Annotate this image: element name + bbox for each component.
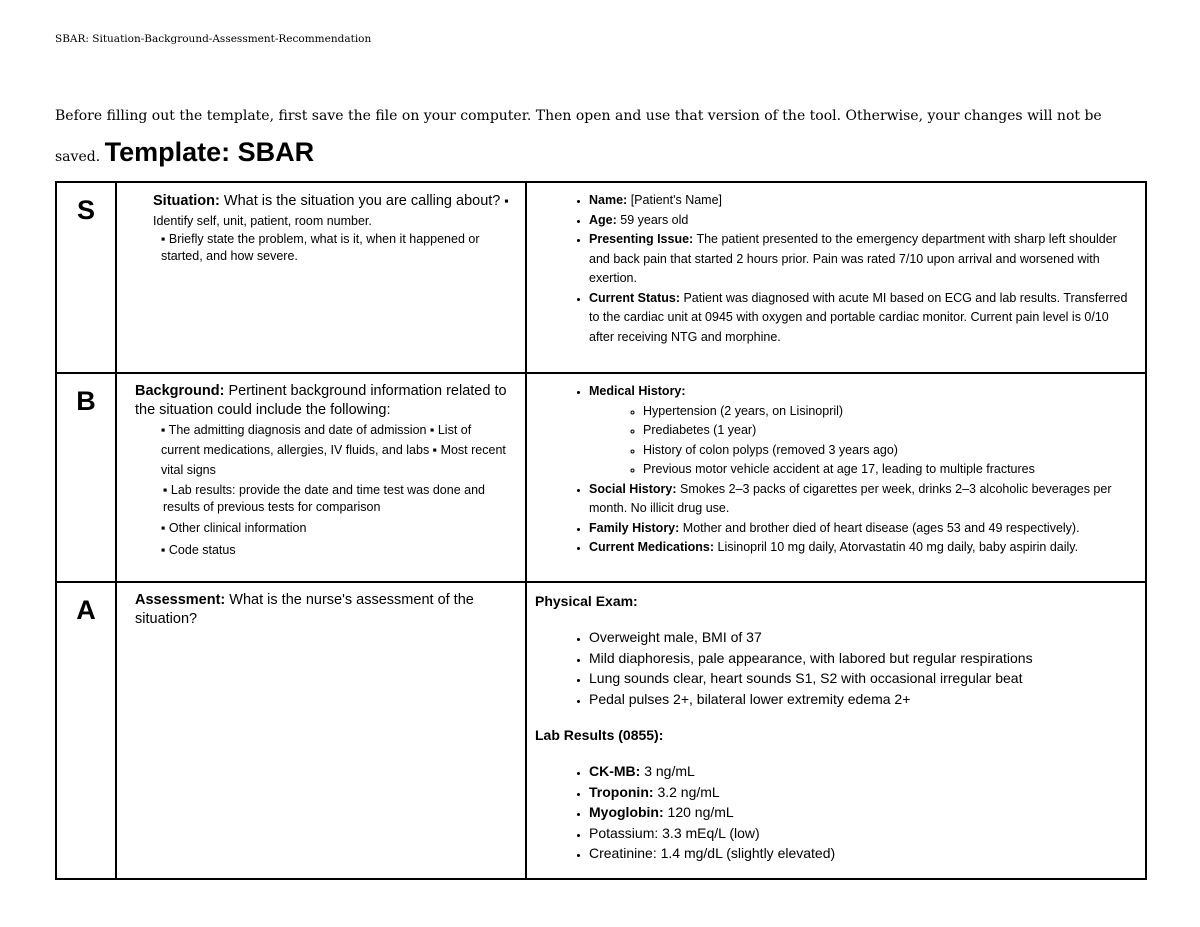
situation-item-name: • Name: [Patient's Name] bbox=[589, 191, 1135, 211]
lab-results-heading: Lab Results (0855): bbox=[535, 727, 664, 743]
situation-question: What is the situation you are calling about? bbox=[223, 193, 501, 209]
physical-exam-item: • Pedal pulses 2+, bilateral lower extremity edema 2+ bbox=[589, 689, 1135, 710]
assessment-prompt-cell bbox=[116, 582, 526, 879]
situation-prompt bbox=[135, 191, 513, 231]
document-header: SBAR: Situation-Background-Assessment-Recommendation bbox=[55, 33, 372, 45]
background-question: Pertinent background information related to the situation could include the following: bbox=[135, 383, 507, 418]
background-guide-1: ▪ The admitting diagnosis and date of admission ▪ List of current medications, allergies, IV fluids, and labs ▪ Most recent vital signs bbox=[161, 423, 506, 477]
row-letter-b: B bbox=[56, 373, 116, 582]
situation-item-current-status: • Current Status: Patient was diagnosed with acute MI based on ECG and lab results. Transferred to the cardiac unit at 0945 with oxygen and portable cardiac monitor. Current pain level is 0/10 after receiving NTG and morphine. bbox=[589, 289, 1135, 348]
lab-item-myoglobin: • Myoglobin: 120 ng/mL bbox=[589, 802, 1135, 823]
row-letter-s: S bbox=[56, 182, 116, 373]
background-guide-4: ▪ Code status bbox=[161, 543, 236, 557]
background-item-medical-history: • Medical History: ◦ Hypertension (2 years, on Lisinopril) ◦ Prediabetes (1 year) ◦ History of colon polyps (removed 3 years ago) ◦ Previous motor vehicle accident at age 17, leading to multiple fractures bbox=[589, 382, 1135, 480]
background-label: Background: bbox=[135, 383, 225, 399]
assessment-label: Assessment: bbox=[135, 592, 226, 608]
assessment-row bbox=[56, 582, 1146, 879]
background-prompt-cell bbox=[116, 373, 526, 582]
physical-exam-item: • Mild diaphoresis, pale appearance, with labored but regular respirations bbox=[589, 648, 1135, 669]
situation-label: Situation: bbox=[153, 193, 220, 209]
medical-history-item: ◦ History of colon polyps (removed 3 years ago) bbox=[643, 441, 1135, 461]
background-guide-3: ▪ Other clinical information bbox=[161, 521, 307, 535]
lab-item-troponin: • Troponin: 3.2 ng/mL bbox=[589, 782, 1135, 803]
background-prompt bbox=[135, 382, 513, 420]
background-item-social-history: • Social History: Smokes 2–3 packs of cigarettes per week, drinks 2–3 alcoholic beverages per month. No illicit drug use. bbox=[589, 480, 1135, 519]
medical-history-item: ◦ Prediabetes (1 year) bbox=[643, 421, 1135, 441]
background-item-family-history: • Family History: Mother and brother died of heart disease (ages 53 and 49 respectively). bbox=[589, 519, 1135, 539]
situation-list bbox=[535, 191, 1135, 347]
situation-item-age: • Age: 59 years old bbox=[589, 211, 1135, 231]
situation-guide-2: ▪ Briefly state the problem, what is it, when it happened or started, and how severe. bbox=[161, 232, 480, 263]
background-content-cell[interactable] bbox=[526, 373, 1146, 582]
intro-paragraph bbox=[55, 98, 1115, 175]
medical-history-item: ◦ Hypertension (2 years, on Lisinopril) bbox=[643, 402, 1135, 422]
physical-exam-list bbox=[535, 627, 1135, 709]
physical-exam-heading: Physical Exam: bbox=[535, 593, 638, 609]
situation-row bbox=[56, 182, 1146, 373]
lab-item-potassium: • Potassium: 3.3 mEq/L (low) bbox=[589, 823, 1135, 844]
background-guide-2: ▪ Lab results: provide the date and time test was done and results of previous tests for comparison bbox=[163, 483, 485, 514]
situation-item-presenting-issue: • Presenting Issue: The patient presented to the emergency department with sharp left shoulder and back pain that started 2 hours prior. Pain was rated 7/10 upon arrival and worsened with exertion. bbox=[589, 230, 1135, 289]
physical-exam-item: • Overweight male, BMI of 37 bbox=[589, 627, 1135, 648]
physical-exam-item: • Lung sounds clear, heart sounds S1, S2 with occasional irregular beat bbox=[589, 668, 1135, 689]
background-list bbox=[535, 382, 1135, 558]
lab-results-list bbox=[535, 761, 1135, 864]
sbar-table bbox=[55, 181, 1147, 880]
situation-guide-1: ▪ Identify self, unit, patient, room number. bbox=[153, 194, 509, 228]
assessment-prompt bbox=[135, 591, 475, 629]
row-letter-a: A bbox=[56, 582, 116, 879]
situation-prompt-cell bbox=[116, 182, 526, 373]
lab-item-ck-mb: • CK-MB: 3 ng/mL bbox=[589, 761, 1135, 782]
template-title: Template: SBAR bbox=[104, 137, 315, 167]
medical-history-item: ◦ Previous motor vehicle accident at age 17, leading to multiple fractures bbox=[643, 460, 1135, 480]
lab-item-creatinine: • Creatinine: 1.4 mg/dL (slightly elevated) bbox=[589, 843, 1135, 864]
medical-history-list bbox=[589, 402, 1135, 480]
assessment-content-cell[interactable] bbox=[526, 582, 1146, 879]
background-item-current-medications: • Current Medications: Lisinopril 10 mg daily, Atorvastatin 40 mg daily, baby aspirin daily. bbox=[589, 538, 1135, 558]
background-row bbox=[56, 373, 1146, 582]
assessment-question: What is the nurse's assessment of the situation? bbox=[135, 592, 474, 627]
intro-text: Before filling out the template, first save the file on your computer. Then open and use that version of the tool. Otherwise, your changes will not be saved. bbox=[55, 108, 1102, 165]
situation-content-cell[interactable] bbox=[526, 182, 1146, 373]
